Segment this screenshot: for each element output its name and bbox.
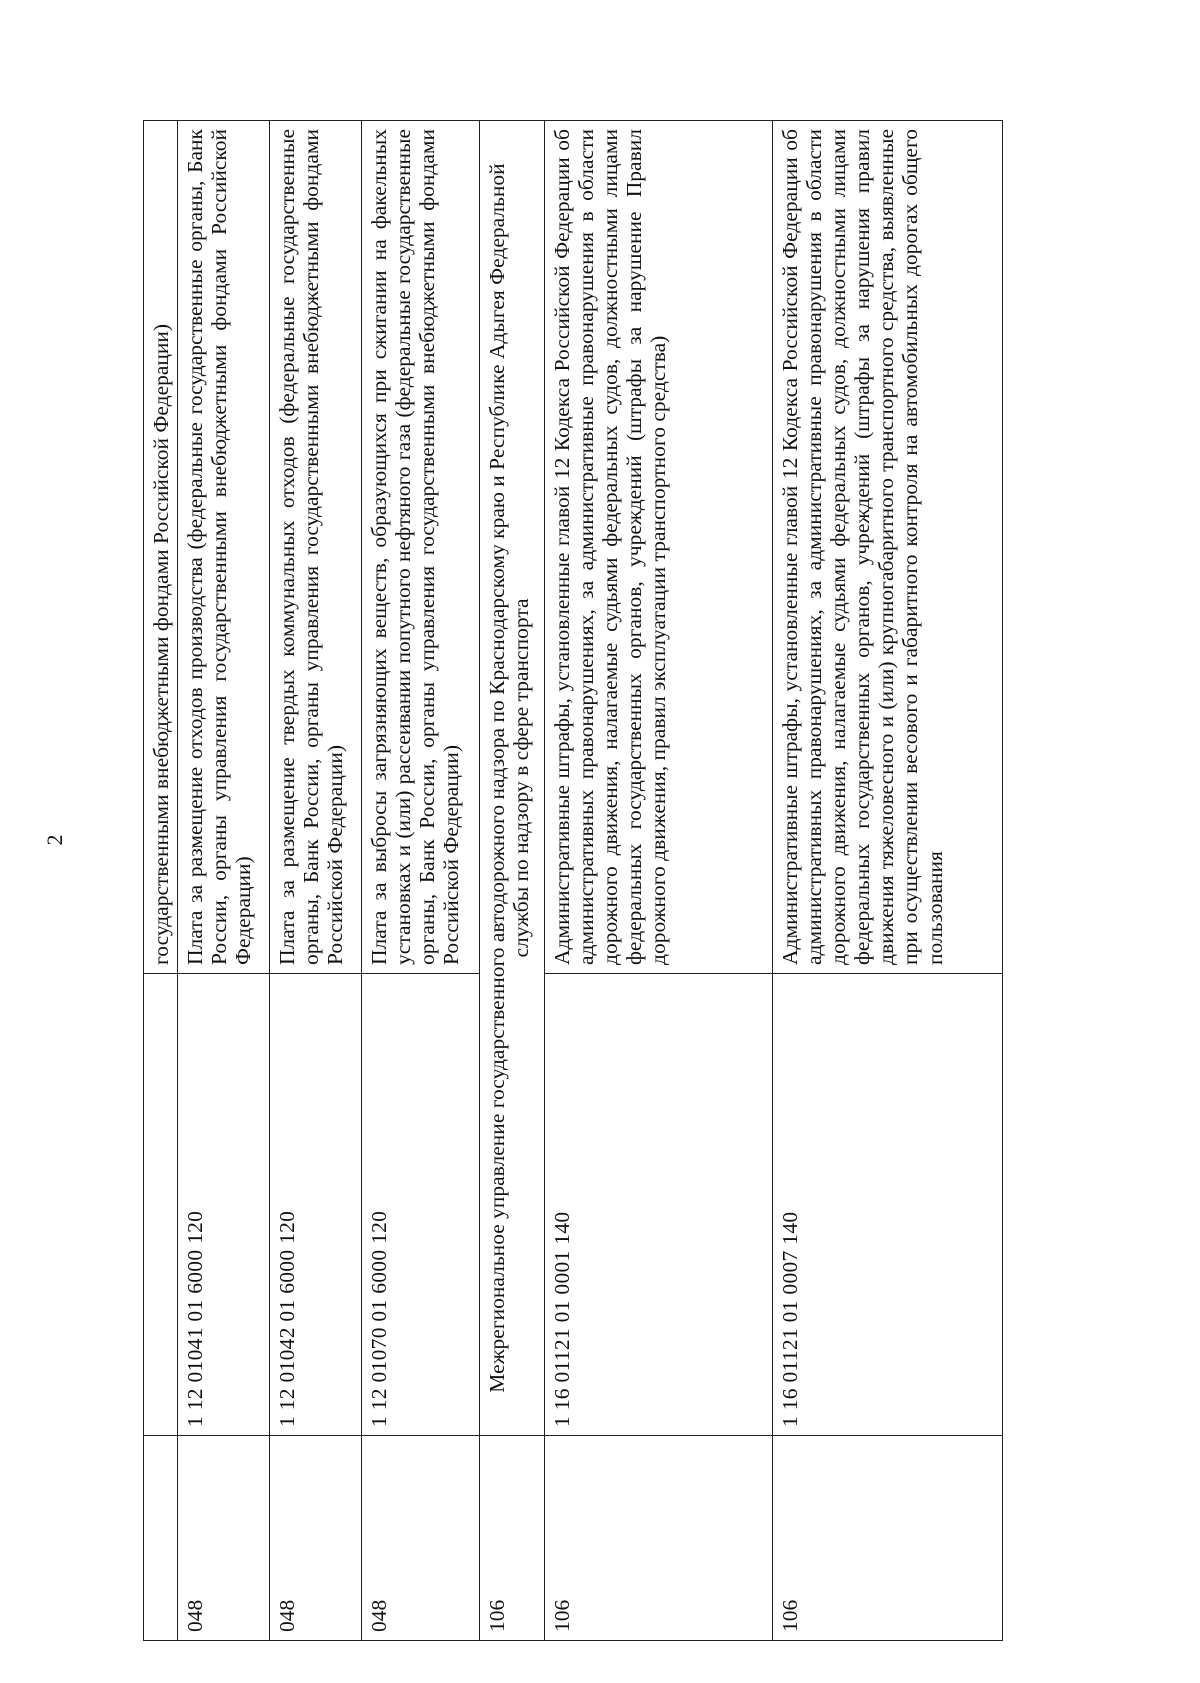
revenue-codes-table — [143, 120, 1003, 1641]
revenue-name-cell: Плата за размещение отходов производства (федеральные государственные органы, Банк России, органы управления государственными внебюджетными фондами Российской Федерации) — [178, 121, 270, 974]
table-row — [773, 121, 1003, 1641]
table-row — [545, 121, 773, 1641]
administrator-code-cell: 048 — [269, 1436, 361, 1641]
administrator-code-cell: 048 — [361, 1436, 480, 1641]
table-row — [361, 121, 480, 1641]
revenue-code-cell: 1 12 01042 01 6000 120 — [269, 974, 361, 1436]
page-number: 2 — [42, 834, 67, 846]
revenue-name-cell: Плата за выбросы загрязняющих веществ, образующихся при сжигании на факельных установках и (или) рассеивании попутного нефтяного газа (федеральные государственные органы, Банк России, органы управления государственными внебюджетными фондами Российской Федерации) — [361, 121, 480, 974]
revenue-name-cell: Плата за размещение твердых коммунальных отходов (федеральные государственные органы, Банк России, органы управления государственными внебюджетными фондами Российской Федерации) — [269, 121, 361, 974]
revenue-code-cell — [144, 974, 178, 1436]
revenue-code-cell: 1 16 01121 01 0007 140 — [773, 974, 1003, 1436]
administrator-code-cell — [144, 1436, 178, 1641]
table-container — [143, 121, 1003, 1641]
administrator-name-cell: Межрегиональное управление государственного автодорожного надзора по Краснодарскому краю и Республике Адыгея Федеральной службы по надзору в сфере транспорта — [480, 121, 545, 1436]
table-row — [144, 121, 178, 1641]
administrator-code-cell: 106 — [545, 1436, 773, 1641]
group-header-row — [480, 121, 545, 1641]
administrator-code-cell: 106 — [773, 1436, 1003, 1641]
table-row — [269, 121, 361, 1641]
revenue-code-cell: 1 12 01070 01 6000 120 — [361, 974, 480, 1436]
revenue-name-cell: Административные штрафы, установленные главой 12 Кодекса Российской Федерации об административных правонарушениях, за административные правонарушения в области дорожного движения, налагаемые судьями федеральных судов, должностными лицами федеральных государственных органов, учреждений (штрафы за нарушения правил движения тяжеловесного и (или) крупногабаритного транспортного средства, выявленные при осуществлении весового и габаритного контроля на автомобильных дорогах общего пользования — [773, 121, 1003, 974]
revenue-name-cell: государственными внебюджетными фондами Российской Федерации) — [144, 121, 178, 974]
administrator-code-cell: 106 — [480, 1436, 545, 1641]
administrator-code-cell: 048 — [178, 1436, 270, 1641]
table-row — [178, 121, 270, 1641]
revenue-name-cell: Административные штрафы, установленные главой 12 Кодекса Российской Федерации об административных правонарушениях, за административные правонарушения в области дорожного движения, налагаемые судьями федеральных судов, должностными лицами федеральных государственных органов, учреждений (штрафы за нарушение Правил дорожного движения, правил эксплуатации транспортного средства) — [545, 121, 773, 974]
revenue-code-cell: 1 12 01041 01 6000 120 — [178, 974, 270, 1436]
revenue-code-cell: 1 16 01121 01 0001 140 — [545, 974, 773, 1436]
